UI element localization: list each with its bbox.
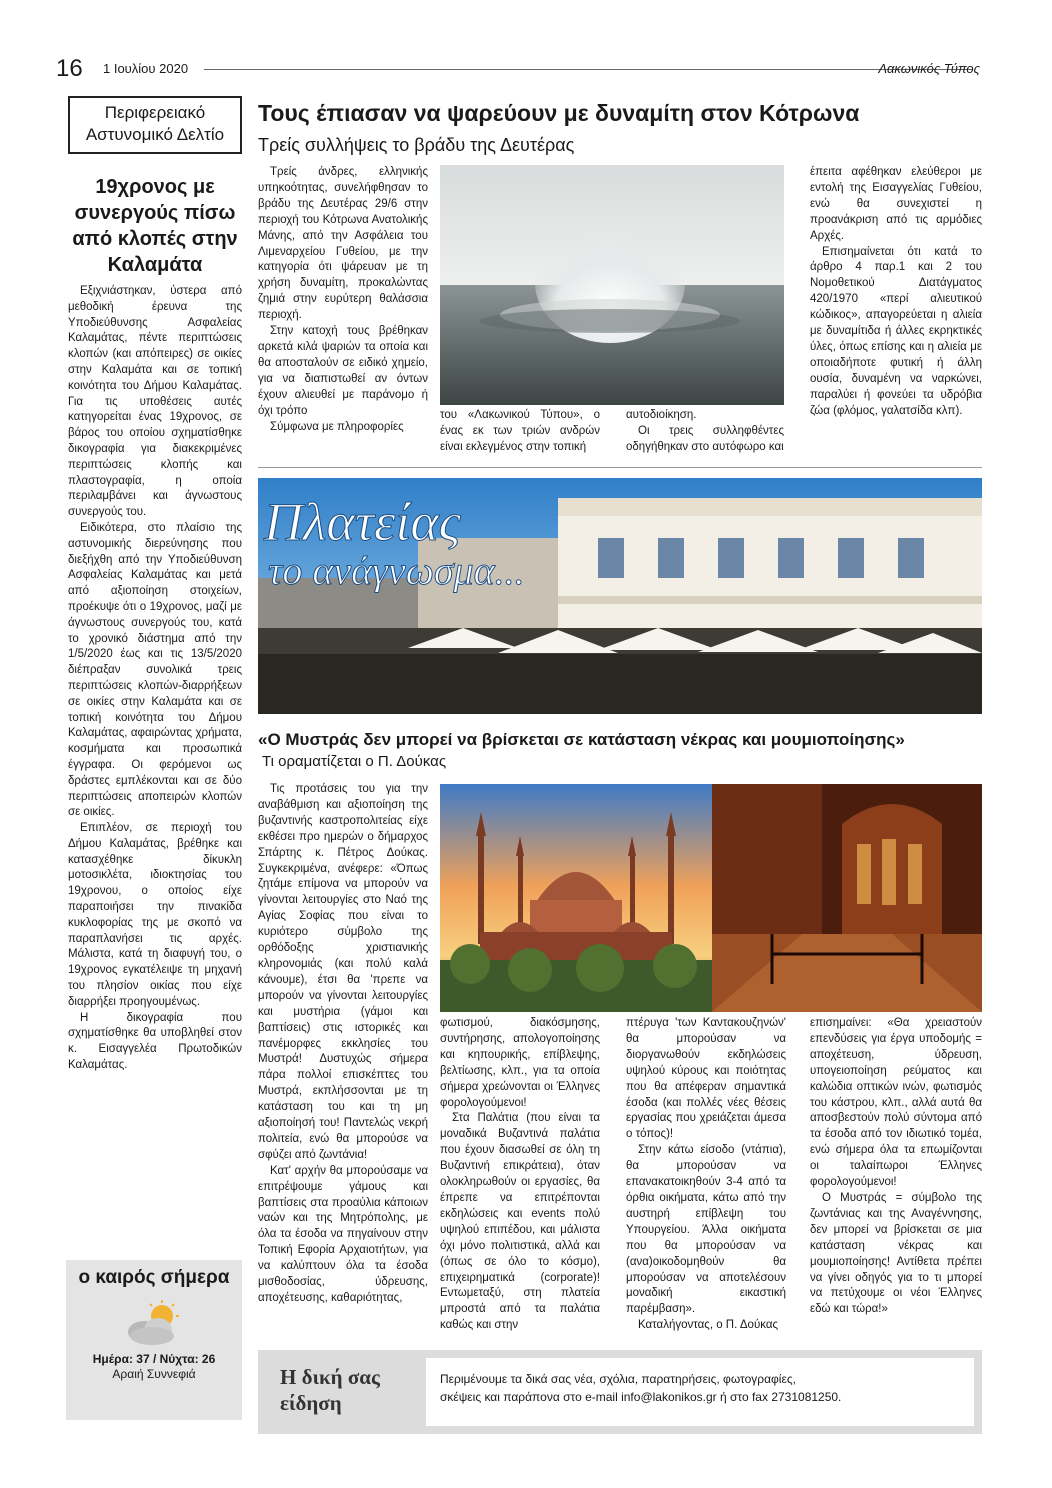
article2-paragraph: Στην κάτω είσοδο (ντάπια), θα μπορούσαν να επανακατοικηθούν 3-4 από τα όρθια οικήματα, κάτω από την αυστηρή επίβλεψη του Υπουργείου. Άλλα οικήματα που θα μπορούσαν να (ανα)οικοδομηθούν θα μπορούσαν να αποτελέσουν μοναδική εικαστική παρέμβαση». [626,1144,786,1316]
article2-title: «Ο Μυστράς δεν μπορεί να βρίσκεται σε κατάσταση νέκρας και μουμιοποίησης» [258,730,905,749]
sidebar-paragraph: Ειδικότερα, στο πλαίσιο της αστυνομικής διερεύνησης που διεξήχθη από την Υποδιεύθυνση Ασφαλείας Καλαμάτας και μετά από αξιοποίηση στοιχείων, προέκυψε ότι ο 19χρονος, μαζί με άγνωστους συνεργούς του, κατά το χρονικό διάστημα από την 1/5/2020 έως και τις 13/5/2020 διέπραξαν συνολικά τρεις περιπτώσεις κλοπών-διαρρήξεων σε οικίες στην Καλαμάτα και σε τοπική κοινότητα του Δήμου Καλαμάτας, αφαιρώντας χρήματα, κοσμήματα και προσωπικά έγγραφα. Οι φερόμενοι ως δράστες εμπλέκονται και σε δύο περιπτώσεις αποπειρών κλοπών σε οικίες. [68,521,242,819]
article2-column-4 [810,1016,982,1318]
article1-column-3 [626,408,784,456]
article1-paragraph: Οι τρεις συλληφθέντες οδηγήθηκαν στο αυτόφωρο και [626,424,784,453]
article-divider [258,467,982,468]
header-rule [204,69,972,70]
article1-title: Τους έπιασαν να ψαρεύουν με δυναμίτη στον Κότρωνα [258,100,860,126]
banner-title-line-2: το ανάγνωσμα... [268,548,525,593]
plateias-banner [258,478,982,714]
sidebar-paragraph: Η δικογραφία που σχηματίσθηκε θα υποβληθεί στον κ. Εισαγγελέα Πρωτοδικών Καλαμάτας. [68,1011,242,1072]
article1-column-1 [258,165,428,435]
reader-news-text-line-1: Περιμένουμε τα δικά σας νέα, σχόλια, παρατηρήσεις, φωτογραφίες, [440,1372,796,1386]
reader-news-text [426,1358,974,1426]
issue-date: 1 Ιουλίου 2020 [103,61,189,76]
article1-paragraph: Σύμφωνα με πληροφορίες [270,420,404,433]
article1-paragraph: αυτοδιοίκηση. [626,409,697,421]
article2-paragraph: πτέρυγα 'των Καντακουζηνών' θα μπορούσαν να διοργανωθούν εκδηλώσεις υψηλού κύρους και ποιότητας που θα απέφεραν σημαντικά έσοδα (και πολλές νέες θέσεις εργασίας που χρειάζεται άμεσα ο τόπος)! [626,1017,786,1141]
police-bulletin-heading: Περιφερειακό Αστυνομικό Δελτίο [68,96,242,154]
article2-paragraph: Τις προτάσεις του για την αναβάθμιση και αξιοποίηση της βυζαντινής καστροπολιτείας είχε εκθέσει προ ημερών ο δήμαρχος Σπάρτης κ. Πέτρος Δούκας. Συγκεκριμένα, ανέφερε: «Όπως ζητάμε επίμονα να μπορούν να γίνονται λειτουργίες στο Ναό της Αγίας Σοφίας που είναι το κυριότερο σύμβολο της ορθόδοξης χριστιανικής κληρονομιάς (και πολύ καλά κάνουμε), έτσι θα 'πρεπε να μπορούν να γίνονται λειτουργίες και μυστήρια (γάμοι και βαπτίσεις) στις ιστορικές και πανέμορφες εκκλησίες του Μυστρά! Δυστυχώς σήμερα πάρα πολλοί επισκέπτες του Μυστρά, εκπλήσσονται με τη κατάσταση του και τη μη αξιοποίησή του! Παντελώς νεκρή πολιτεία, ενώ θα μπορούσε να σφύζει από ζωντάνια! [258,783,428,1161]
article1-column-4 [810,165,982,420]
reader-news-box [258,1350,982,1434]
weather-title: ο καιρός σήμερα [78,1267,230,1288]
weather-condition: Αραιή Συννεφιά [112,1367,196,1381]
weather-box [66,1260,242,1420]
article2-column-2 [440,1016,600,1334]
sidebar-paragraph: Εξιχνιάστηκαν, ύστερα από μεθοδική έρευνα της Υποδιεύθυνσης Ασφαλείας Καλαμάτας, πέντε περιπτώσεις κλοπών (και απόπειρες) σε οικίες στην Καλαμάτα και σε τοπική κοινότητα του Δήμου Καλαμάτας. Για τις υποθέσεις αυτές κατηγορείται ένας 19χρονος, σε βάρος του οποίου σχηματίσθηκε δικογραφία για διακεκριμένες περιπτώσεις κλοπής και πλαστογραφία, η οποία περιλαμβάνει και άγνωστους συνεργούς του. [68,285,242,519]
banner-title-line-1: Πλατείας [264,492,461,552]
reader-news-title-line-1: Η δική σας [280,1365,380,1389]
hagia-sophia-photo [440,784,712,1012]
police-bulletin-sidebar [68,96,242,1074]
article2-paragraph: Ο Μυστράς = σύμβολο της ζωντάνιας και της Αναγέννησης, δεν μπορεί να βρίσκεται σε μια κατάσταση νέκρας και μουμιοποίησης! Αντίθετα πρέπει να γίνει οδηγός για το τι μπορεί να πετύχουμε οι νέοι Έλληνες εδώ και τώρα!» [810,1191,982,1316]
reader-news-title-line-2: είδηση [280,1391,342,1415]
reader-news-text-line-2: σκέψεις και παράπονα στο e-mail info@lakonikos.gr ή στο fax 2731081250. [440,1390,842,1404]
article1-paragraph: Στην κατοχή τους βρέθηκαν αρκετά κιλά ψαριών τα οποία και θα αποσταλούν σε ειδικό χημείο, για να διαπιστωθεί αν όντων έχουν αλιευθεί με παράνομο ή όχι τρόπο [258,325,428,417]
article2-paragraph: Κατ' αρχήν θα μπορούσαμε να επιτρέψουμε γάμους και βαπτίσεις στα προαύλια κάποιων ναών και της Μητρόπολης, με όλα τα έσοδα να πηγαίνουν στην Τοπική Εφορία Αρχαιοτήτων, για να καλύπτουν όλα τα έσοδα μισθοδοσίας, ύδρευσης, αποχέτευσης, καθαριότητας, [258,1164,428,1304]
sidebar-article-body [68,284,242,1074]
sidebar-paragraph: Επιπλέον, σε περιοχή του Δήμου Καλαμάτας, βρέθηκε και κατασχέθηκε δίκυκλη μοτοσικλέτα, ιδιοκτησίας του 19χρονου, ο οποίος είχε παραποιήσει την πινακίδα κυκλοφορίας της με σκοπό να παραπλανήσει τις αρχές. Μάλιστα, κατά τη διαφυγή του, ο 19χρονος εγκατέλειψε τη μηχανή του πλησίον οικίας που είχε διαρρήξει προηγουμένως. [68,822,242,1008]
article1-paragraph: έπειτα αφέθηκαν ελεύθεροι με εντολή της Εισαγγελίας Γυθείου, ενώ θα συνεχιστεί η προανάκριση από τις αρμόδιες Αρχές. [810,166,982,242]
partly-cloudy-icon [122,1300,186,1346]
article1-paragraph: Επισημαίνεται ότι κατά το άρθρο 4 παρ.1 και 2 του Νομοθετικού Διατάγματος 420/1970 «περί αλιευτικού κώδικος», απαγορεύεται η αλιεία με δυναμίτιδα ή άλλες εκρηκτικές ύλες, όπως επίσης και η αλιεία με οποιαδήποτε φυτική ή άλλη ουσία, δυναμένη να ναρκώνει, παραλύει ή φονεύει τα υδρόβια ζώα (φλόμος, γαλατσίδα κλπ). [810,245,982,417]
weather-temperatures: Ημέρα: 37 / Νύχτα: 26 [92,1352,216,1366]
article1-column-2 [440,408,600,456]
article2-column-1 [258,782,428,1307]
article2-paragraph: επισημαίνει: «Θα χρειαστούν επενδύσεις για έργα υποδομής = αποχέτευση, ύδρευση, υπογειοποίηση ρεύματος και καλώδια οπτικών ινών, φωτισμός του κάστρου, κλπ., αλλά αυτά θα αποσβεστούν πολύ σύντομα από τα έσοδα από τον ιδιωτικό τομέα, ενώ σήμερα όλα τα επωμίζονται οι ταλαίπωροι Έλληνες φορολογούμενοι! [810,1017,982,1189]
article1-paragraph: Τρείς άνδρες, ελληνικής υπηκοότητας, συνελήφθησαν το βράδυ της Δευτέρας 29/6 στην περιοχή του Κότρωνα Ανατολικής Μάνης, από την Ασφάλεια του Λιμεναρχείου Γυθείου, με την κατηγορία ότι ψάρευαν με τη χρήση δυναμίτη, προκαλώντας ζημιά στην ευρύτερη θαλάσσια περιοχή. [258,166,428,322]
article1-subtitle: Τρείς συλλήψεις το βράδυ της Δευτέρας [258,135,575,155]
article2-paragraph: Στα Παλάτια (που είναι τα μοναδικά Βυζαντινά παλάτια που έχουν διασωθεί σε όλη τη Βυζαντινή επικράτεια), όταν ολοκληρωθούν οι εργασίες, θα έπρεπε να επιτρέπονται εκδηλώσεις και events πολύ υψηλού επιπέδου, και μάλιστα όχι μόνο πολιτιστικά, αλλά και (όπως σε όλο το κόσμο), επιχειρηματικά (corporate)! Εντωμεταξύ, στη πλατεία μπροστά από τα παλάτια καθώς και στην [440,1112,600,1332]
reader-news-title [280,1364,380,1416]
sidebar-headline: 19χρονος με συνεργούς πίσω από κλοπές στην Καλαμάτα [72,176,238,276]
page-number: 16 [56,55,83,82]
sea-explosion-photo [440,165,784,405]
article2-subtitle: Τι οραματίζεται ο Π. Δούκας [262,753,447,770]
article2-paragraph: φωτισμού, διακόσμησης, συντήρησης, απολογοποίησης και κηπουρικής, επίβλεψης, βελτίωσης, κλπ., για τα οποία σήμερα χρεώνονται οι Έλληνες φορολογούμενοι! [440,1017,600,1109]
church-interior-photo [712,784,982,1012]
article2-paragraph: Καταλήγοντας, ο Π. Δούκας [638,1319,779,1332]
newspaper-name: Λακωνικός Τύπος [878,61,980,76]
article2-column-3 [626,1016,786,1334]
article1-paragraph: του «Λακωνικού Τύπου», ο ένας εκ των τριών ανδρών είναι εκλεγμένος στην τοπική [440,409,600,453]
